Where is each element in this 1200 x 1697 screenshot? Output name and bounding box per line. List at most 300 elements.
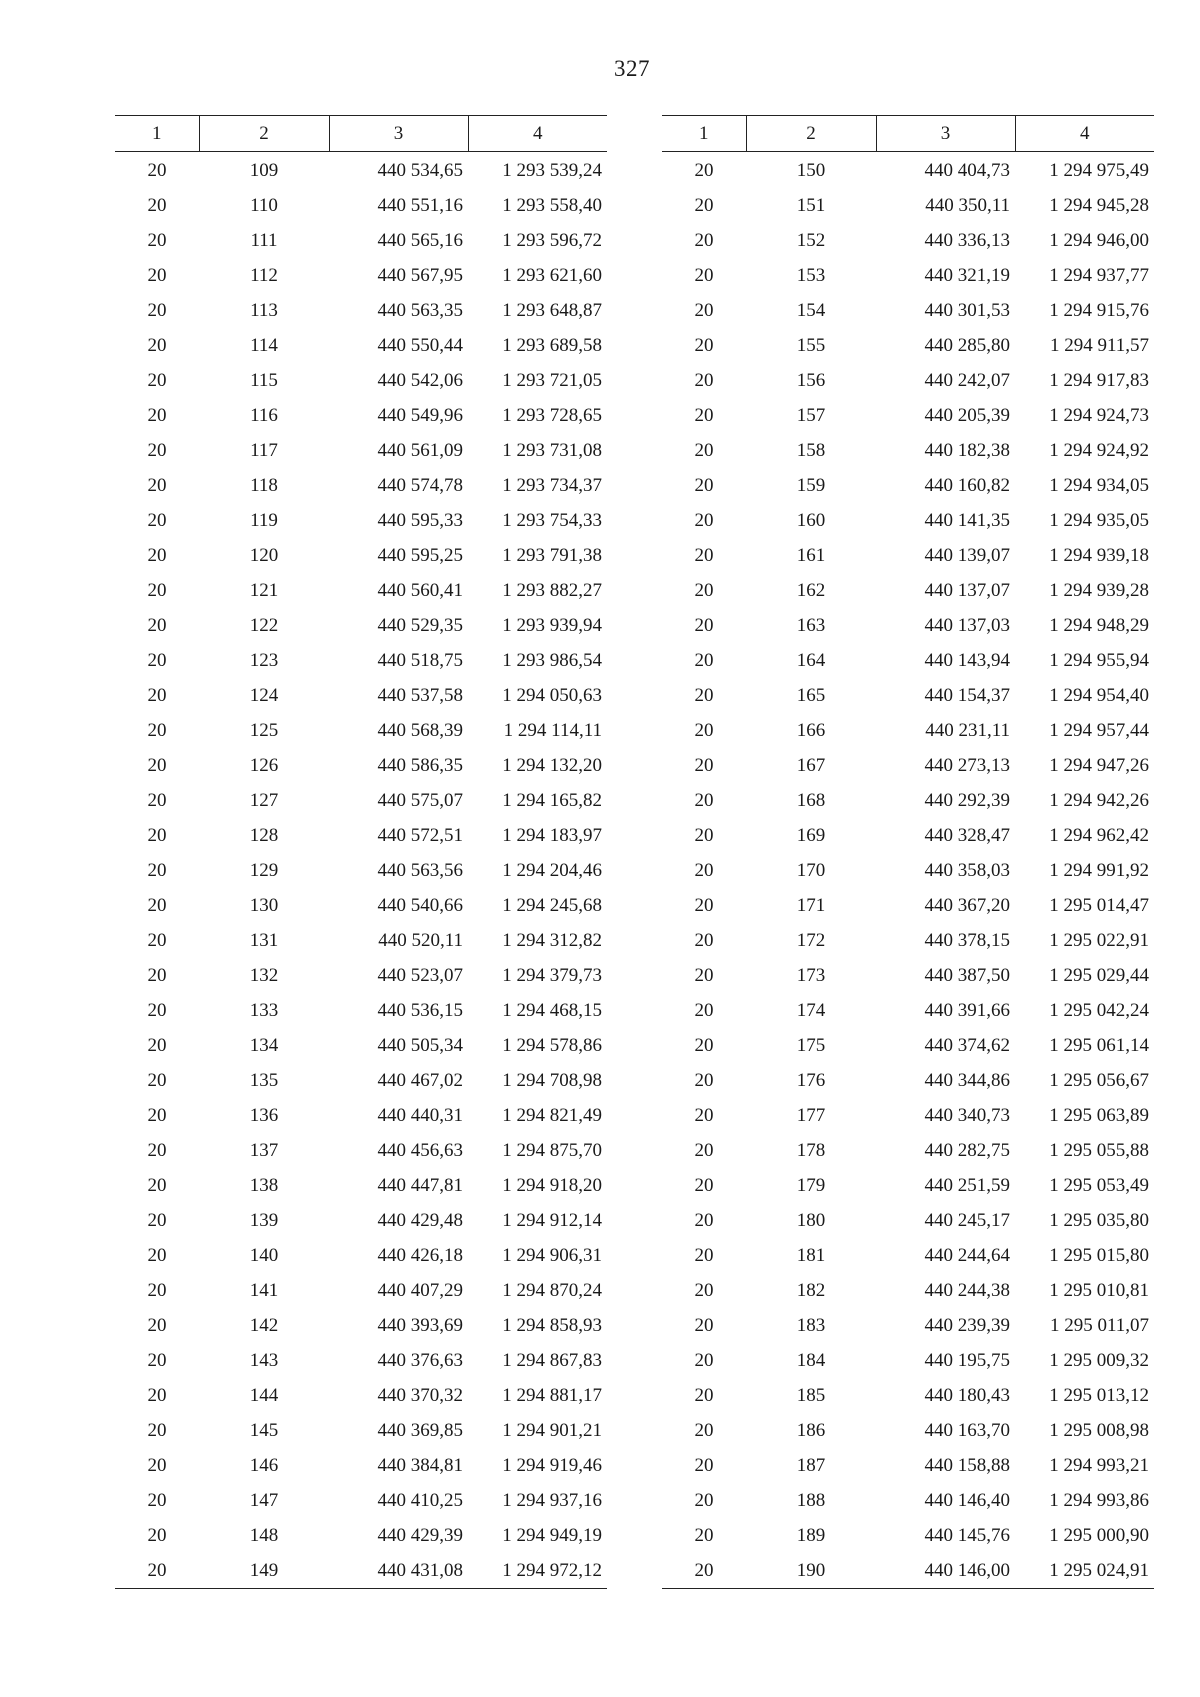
cell-coord-x: 440 369,85 — [377, 1419, 463, 1441]
cell-point-number: 111 — [250, 229, 278, 251]
cell-point-number: 142 — [249, 1314, 279, 1336]
cell-coord-x: 440 540,66 — [377, 894, 463, 916]
table-header-row — [115, 116, 607, 152]
table-row — [662, 223, 1154, 258]
cell-coord-y: 1 294 911,57 — [1049, 334, 1149, 356]
table-row — [662, 958, 1154, 993]
table-row — [115, 1483, 607, 1518]
cell-coord-x: 440 404,73 — [924, 159, 1010, 181]
cell-zone: 20 — [147, 404, 167, 426]
cell-coord-x: 440 387,50 — [924, 964, 1010, 986]
table-row — [662, 923, 1154, 958]
cell-coord-x: 440 336,13 — [924, 229, 1010, 251]
cell-coord-y: 1 294 821,49 — [502, 1104, 602, 1126]
cell-zone: 20 — [147, 1034, 167, 1056]
cell-coord-y: 1 294 942,26 — [1049, 789, 1149, 811]
cell-coord-y: 1 294 468,15 — [502, 999, 602, 1021]
cell-point-number: 121 — [249, 579, 279, 601]
cell-coord-x: 440 550,44 — [377, 334, 463, 356]
cell-zone: 20 — [147, 334, 167, 356]
cell-zone: 20 — [694, 1174, 714, 1196]
cell-zone: 20 — [147, 999, 167, 1021]
table-row — [662, 503, 1154, 538]
table-row — [115, 993, 607, 1028]
cell-zone: 20 — [147, 1314, 167, 1336]
cell-coord-x: 440 231,11 — [925, 719, 1010, 741]
table-row — [115, 958, 607, 993]
cell-point-number: 179 — [796, 1174, 826, 1196]
cell-zone: 20 — [147, 824, 167, 846]
cell-zone: 20 — [694, 719, 714, 741]
cell-zone: 20 — [694, 754, 714, 776]
cell-coord-y: 1 295 042,24 — [1049, 999, 1149, 1021]
cell-coord-y: 1 295 056,67 — [1049, 1069, 1149, 1091]
cell-point-number: 112 — [250, 264, 278, 286]
cell-coord-x: 440 429,48 — [377, 1209, 463, 1231]
cell-zone: 20 — [147, 474, 167, 496]
cell-coord-y: 1 293 939,94 — [502, 614, 602, 636]
cell-coord-x: 440 426,18 — [377, 1244, 463, 1266]
table-row — [115, 923, 607, 958]
cell-zone: 20 — [147, 229, 167, 251]
cell-coord-y: 1 295 011,07 — [1049, 1314, 1149, 1336]
cell-coord-x: 440 139,07 — [924, 544, 1010, 566]
cell-zone: 20 — [694, 1104, 714, 1126]
table-row — [115, 1553, 607, 1589]
cell-zone: 20 — [694, 264, 714, 286]
cell-coord-y: 1 295 061,14 — [1049, 1034, 1149, 1056]
cell-point-number: 136 — [249, 1104, 279, 1126]
table-row — [115, 363, 607, 398]
cell-point-number: 169 — [796, 824, 826, 846]
cell-point-number: 114 — [250, 334, 278, 356]
table-row — [115, 293, 607, 328]
table-row — [115, 748, 607, 783]
cell-point-number: 171 — [796, 894, 826, 916]
coordinates-table-right — [662, 115, 1154, 1589]
cell-zone: 20 — [694, 509, 714, 531]
cell-coord-x: 440 145,76 — [924, 1524, 1010, 1546]
page-number: 327 — [614, 56, 650, 81]
cell-coord-x: 440 340,73 — [924, 1104, 1010, 1126]
cell-zone: 20 — [694, 1069, 714, 1091]
cell-point-number: 133 — [249, 999, 279, 1021]
table-row — [662, 573, 1154, 608]
cell-coord-y: 1 295 000,90 — [1049, 1524, 1149, 1546]
cell-coord-y: 1 295 055,88 — [1049, 1139, 1149, 1161]
cell-zone: 20 — [147, 719, 167, 741]
table-row — [662, 1448, 1154, 1483]
cell-coord-y: 1 293 689,58 — [502, 334, 602, 356]
cell-coord-x: 440 321,19 — [924, 264, 1010, 286]
table-row — [115, 1063, 607, 1098]
cell-point-number: 152 — [796, 229, 826, 251]
table-row — [662, 363, 1154, 398]
table-row — [662, 643, 1154, 678]
cell-zone: 20 — [147, 509, 167, 531]
cell-point-number: 158 — [796, 439, 826, 461]
cell-coord-x: 440 549,96 — [377, 404, 463, 426]
cell-zone: 20 — [147, 754, 167, 776]
cell-coord-x: 440 182,38 — [924, 439, 1010, 461]
cell-zone: 20 — [147, 439, 167, 461]
cell-zone: 20 — [147, 859, 167, 881]
table-row — [662, 1343, 1154, 1378]
cell-coord-y: 1 294 917,83 — [1049, 369, 1149, 391]
cell-point-number: 165 — [796, 684, 826, 706]
cell-coord-x: 440 537,58 — [377, 684, 463, 706]
cell-coord-x: 440 595,33 — [377, 509, 463, 531]
cell-coord-x: 440 561,09 — [377, 439, 463, 461]
cell-point-number: 118 — [250, 474, 278, 496]
cell-zone: 20 — [147, 1454, 167, 1476]
cell-coord-x: 440 376,63 — [377, 1349, 463, 1371]
cell-coord-y: 1 294 132,20 — [502, 754, 602, 776]
cell-point-number: 128 — [249, 824, 279, 846]
cell-point-number: 135 — [249, 1069, 279, 1091]
column-header-1: 1 — [662, 116, 746, 152]
cell-zone: 20 — [147, 649, 167, 671]
cell-coord-y: 1 294 114,11 — [503, 719, 602, 741]
cell-point-number: 190 — [746, 1553, 876, 1589]
cell-point-number: 172 — [796, 929, 826, 951]
table-row — [115, 188, 607, 223]
cell-coord-y: 1 294 991,92 — [1049, 859, 1149, 881]
cell-zone: 20 — [694, 1244, 714, 1266]
cell-zone: 20 — [694, 859, 714, 881]
table-row — [662, 188, 1154, 223]
table-row — [115, 713, 607, 748]
cell-coord-y: 1 294 875,70 — [502, 1139, 602, 1161]
cell-point-number: 168 — [796, 789, 826, 811]
cell-zone: 20 — [147, 1069, 167, 1091]
cell-coord-y: 1 293 596,72 — [502, 229, 602, 251]
cell-coord-y: 1 293 539,24 — [502, 159, 602, 181]
cell-coord-y: 1 294 934,05 — [1049, 474, 1149, 496]
table-row — [662, 713, 1154, 748]
cell-point-number: 189 — [796, 1524, 826, 1546]
cell-point-number: 159 — [796, 474, 826, 496]
table-row — [662, 398, 1154, 433]
cell-coord-y: 1 295 010,81 — [1049, 1279, 1149, 1301]
cell-coord-x: 440 575,07 — [377, 789, 463, 811]
cell-zone: 20 — [694, 334, 714, 356]
cell-point-number: 146 — [249, 1454, 279, 1476]
cell-coord-y: 1 293 791,38 — [502, 544, 602, 566]
cell-coord-y: 1 293 621,60 — [502, 264, 602, 286]
cell-zone: 20 — [694, 684, 714, 706]
cell-zone: 20 — [147, 299, 167, 321]
cell-zone: 20 — [694, 1349, 714, 1371]
coordinates-table-left — [115, 115, 607, 1589]
cell-point-number: 141 — [249, 1279, 279, 1301]
table-row — [115, 1518, 607, 1553]
cell-zone: 20 — [694, 999, 714, 1021]
cell-coord-y: 1 293 648,87 — [502, 299, 602, 321]
column-header-3: 3 — [329, 116, 468, 152]
cell-coord-x: 440 367,20 — [924, 894, 1010, 916]
cell-coord-x: 440 565,16 — [377, 229, 463, 251]
table-row — [662, 1553, 1154, 1589]
cell-zone: 20 — [147, 159, 167, 181]
cell-zone: 20 — [147, 1244, 167, 1266]
cell-zone: 20 — [694, 544, 714, 566]
cell-point-number: 149 — [199, 1553, 329, 1589]
cell-zone: 20 — [147, 1349, 167, 1371]
cell-coord-y: 1 293 734,37 — [502, 474, 602, 496]
cell-zone: 20 — [694, 614, 714, 636]
cell-coord-x: 440 358,03 — [924, 859, 1010, 881]
cell-zone: 20 — [147, 1419, 167, 1441]
cell-point-number: 154 — [796, 299, 826, 321]
cell-point-number: 138 — [249, 1174, 279, 1196]
cell-coord-x: 440 447,81 — [377, 1174, 463, 1196]
cell-point-number: 117 — [250, 439, 278, 461]
table-row — [662, 1098, 1154, 1133]
cell-point-number: 144 — [249, 1384, 279, 1406]
cell-zone: 20 — [147, 1139, 167, 1161]
cell-point-number: 151 — [796, 194, 826, 216]
table-row — [662, 818, 1154, 853]
table-row — [662, 1273, 1154, 1308]
table-row — [662, 993, 1154, 1028]
cell-point-number: 185 — [796, 1384, 826, 1406]
cell-point-number: 148 — [249, 1524, 279, 1546]
cell-coord-y: 1 294 901,21 — [502, 1419, 602, 1441]
table-row — [115, 1028, 607, 1063]
cell-coord-y: 1 295 024,91 — [1015, 1553, 1154, 1589]
table-row — [115, 328, 607, 363]
cell-coord-y: 1 294 955,94 — [1049, 649, 1149, 671]
table-row — [662, 1413, 1154, 1448]
cell-coord-y: 1 294 962,42 — [1049, 824, 1149, 846]
cell-coord-x: 440 574,78 — [377, 474, 463, 496]
cell-coord-x: 440 393,69 — [377, 1314, 463, 1336]
cell-coord-y: 1 294 050,63 — [502, 684, 602, 706]
cell-zone: 20 — [694, 1279, 714, 1301]
cell-zone: 20 — [147, 789, 167, 811]
cell-coord-x: 440 292,39 — [924, 789, 1010, 811]
cell-coord-y: 1 295 009,32 — [1049, 1349, 1149, 1371]
cell-zone: 20 — [147, 1209, 167, 1231]
cell-point-number: 170 — [796, 859, 826, 881]
cell-coord-x: 440 195,75 — [924, 1349, 1010, 1371]
cell-point-number: 119 — [250, 509, 278, 531]
cell-coord-y: 1 295 022,91 — [1049, 929, 1149, 951]
table-row — [662, 888, 1154, 923]
cell-coord-x: 440 244,38 — [924, 1279, 1010, 1301]
cell-coord-y: 1 294 379,73 — [502, 964, 602, 986]
cell-zone: 20 — [694, 824, 714, 846]
cell-coord-x: 440 244,64 — [924, 1244, 1010, 1266]
cell-coord-y: 1 295 035,80 — [1049, 1209, 1149, 1231]
table-row — [115, 538, 607, 573]
cell-zone: 20 — [147, 544, 167, 566]
cell-coord-x: 440 180,43 — [924, 1384, 1010, 1406]
table-row — [662, 1133, 1154, 1168]
table-row — [115, 608, 607, 643]
table-row — [662, 328, 1154, 363]
cell-coord-x: 440 410,25 — [377, 1489, 463, 1511]
cell-coord-y: 1 294 948,29 — [1049, 614, 1149, 636]
cell-coord-y: 1 294 993,86 — [1049, 1489, 1149, 1511]
cell-coord-y: 1 294 919,46 — [502, 1454, 602, 1476]
cell-coord-y: 1 294 881,17 — [502, 1384, 602, 1406]
cell-point-number: 181 — [796, 1244, 826, 1266]
table-row — [115, 1308, 607, 1343]
cell-coord-y: 1 294 937,77 — [1049, 264, 1149, 286]
cell-zone: 20 — [147, 1104, 167, 1126]
cell-point-number: 126 — [249, 754, 279, 776]
table-row — [662, 152, 1154, 189]
cell-coord-x: 440 384,81 — [377, 1454, 463, 1476]
cell-point-number: 134 — [249, 1034, 279, 1056]
cell-coord-y: 1 294 924,92 — [1049, 439, 1149, 461]
column-header-1: 1 — [115, 116, 199, 152]
cell-coord-x: 440 328,47 — [924, 824, 1010, 846]
column-header-2: 2 — [746, 116, 876, 152]
cell-coord-y: 1 293 721,05 — [502, 369, 602, 391]
cell-zone: 20 — [694, 579, 714, 601]
cell-zone: 20 — [694, 299, 714, 321]
column-header-2: 2 — [199, 116, 329, 152]
cell-point-number: 120 — [249, 544, 279, 566]
cell-zone: 20 — [694, 894, 714, 916]
cell-zone: 20 — [694, 1209, 714, 1231]
cell-coord-y: 1 294 939,18 — [1049, 544, 1149, 566]
table-row — [115, 573, 607, 608]
cell-point-number: 173 — [796, 964, 826, 986]
table-row — [115, 783, 607, 818]
cell-coord-x: 440 301,53 — [924, 299, 1010, 321]
cell-coord-x: 440 251,59 — [924, 1174, 1010, 1196]
cell-point-number: 143 — [249, 1349, 279, 1371]
cell-zone: 20 — [147, 369, 167, 391]
cell-coord-x: 440 141,35 — [924, 509, 1010, 531]
cell-coord-x: 440 245,17 — [924, 1209, 1010, 1231]
table-header-row — [662, 116, 1154, 152]
table-row — [115, 1378, 607, 1413]
cell-coord-y: 1 294 946,00 — [1049, 229, 1149, 251]
cell-zone: 20 — [147, 194, 167, 216]
cell-zone: 20 — [694, 1034, 714, 1056]
cell-coord-x: 440 518,75 — [377, 649, 463, 671]
table-row — [115, 1133, 607, 1168]
cell-coord-x: 440 273,13 — [924, 754, 1010, 776]
cell-point-number: 129 — [249, 859, 279, 881]
cell-coord-x: 440 146,00 — [876, 1553, 1015, 1589]
cell-coord-y: 1 294 858,93 — [502, 1314, 602, 1336]
cell-zone: 20 — [147, 684, 167, 706]
table-row — [115, 888, 607, 923]
cell-point-number: 174 — [796, 999, 826, 1021]
cell-point-number: 184 — [796, 1349, 826, 1371]
cell-coord-y: 1 294 972,12 — [468, 1553, 607, 1589]
cell-coord-x: 440 137,03 — [924, 614, 1010, 636]
cell-point-number: 166 — [796, 719, 826, 741]
cell-zone: 20 — [147, 894, 167, 916]
table-row — [115, 152, 607, 189]
cell-coord-y: 1 294 708,98 — [502, 1069, 602, 1091]
cell-point-number: 110 — [250, 194, 278, 216]
cell-coord-y: 1 294 204,46 — [502, 859, 602, 881]
cell-zone: 20 — [694, 1419, 714, 1441]
cell-coord-x: 440 391,66 — [924, 999, 1010, 1021]
cell-coord-y: 1 294 975,49 — [1049, 159, 1149, 181]
cell-zone: 20 — [694, 789, 714, 811]
cell-zone: 20 — [694, 229, 714, 251]
cell-point-number: 163 — [796, 614, 826, 636]
cell-coord-x: 440 407,29 — [377, 1279, 463, 1301]
cell-coord-x: 440 285,80 — [924, 334, 1010, 356]
cell-coord-y: 1 295 015,80 — [1049, 1244, 1149, 1266]
cell-point-number: 145 — [249, 1419, 279, 1441]
cell-coord-y: 1 294 957,44 — [1049, 719, 1149, 741]
cell-point-number: 176 — [796, 1069, 826, 1091]
cell-point-number: 183 — [796, 1314, 826, 1336]
cell-coord-y: 1 294 578,86 — [502, 1034, 602, 1056]
cell-coord-x: 440 158,88 — [924, 1454, 1010, 1476]
table-row — [115, 258, 607, 293]
table-row — [115, 1448, 607, 1483]
cell-coord-y: 1 294 245,68 — [502, 894, 602, 916]
table-row — [662, 783, 1154, 818]
cell-coord-y: 1 294 165,82 — [502, 789, 602, 811]
cell-point-number: 150 — [796, 159, 826, 181]
cell-point-number: 140 — [249, 1244, 279, 1266]
cell-coord-y: 1 294 935,05 — [1049, 509, 1149, 531]
table-row — [115, 818, 607, 853]
cell-coord-x: 440 239,39 — [924, 1314, 1010, 1336]
cell-zone: 20 — [694, 929, 714, 951]
table-row — [662, 1203, 1154, 1238]
cell-coord-x: 440 536,15 — [377, 999, 463, 1021]
cell-coord-y: 1 293 986,54 — [502, 649, 602, 671]
cell-zone: 20 — [694, 159, 714, 181]
cell-zone: 20 — [147, 264, 167, 286]
table-row — [662, 748, 1154, 783]
cell-zone: 20 — [694, 1454, 714, 1476]
cell-zone: 20 — [694, 439, 714, 461]
table-row — [115, 1343, 607, 1378]
cell-point-number: 127 — [249, 789, 279, 811]
table-row — [115, 503, 607, 538]
cell-coord-y: 1 295 014,47 — [1049, 894, 1149, 916]
cell-coord-y: 1 295 063,89 — [1049, 1104, 1149, 1126]
cell-coord-y: 1 293 728,65 — [502, 404, 602, 426]
table-row — [662, 538, 1154, 573]
cell-coord-x: 440 529,35 — [377, 614, 463, 636]
cell-point-number: 137 — [249, 1139, 279, 1161]
cell-zone: 20 — [147, 1524, 167, 1546]
cell-zone: 20 — [694, 194, 714, 216]
cell-point-number: 153 — [796, 264, 826, 286]
cell-coord-y: 1 294 906,31 — [502, 1244, 602, 1266]
cell-coord-y: 1 294 918,20 — [502, 1174, 602, 1196]
table-row — [115, 1098, 607, 1133]
cell-point-number: 122 — [249, 614, 279, 636]
cell-coord-y: 1 293 731,08 — [502, 439, 602, 461]
cell-coord-y: 1 294 870,24 — [502, 1279, 602, 1301]
table-row — [115, 678, 607, 713]
cell-zone: 20 — [147, 579, 167, 601]
cell-point-number: 161 — [796, 544, 826, 566]
cell-point-number: 182 — [796, 1279, 826, 1301]
cell-coord-x: 440 551,16 — [377, 194, 463, 216]
table-row — [662, 1378, 1154, 1413]
cell-coord-y: 1 294 949,19 — [502, 1524, 602, 1546]
cell-zone: 20 — [147, 1384, 167, 1406]
